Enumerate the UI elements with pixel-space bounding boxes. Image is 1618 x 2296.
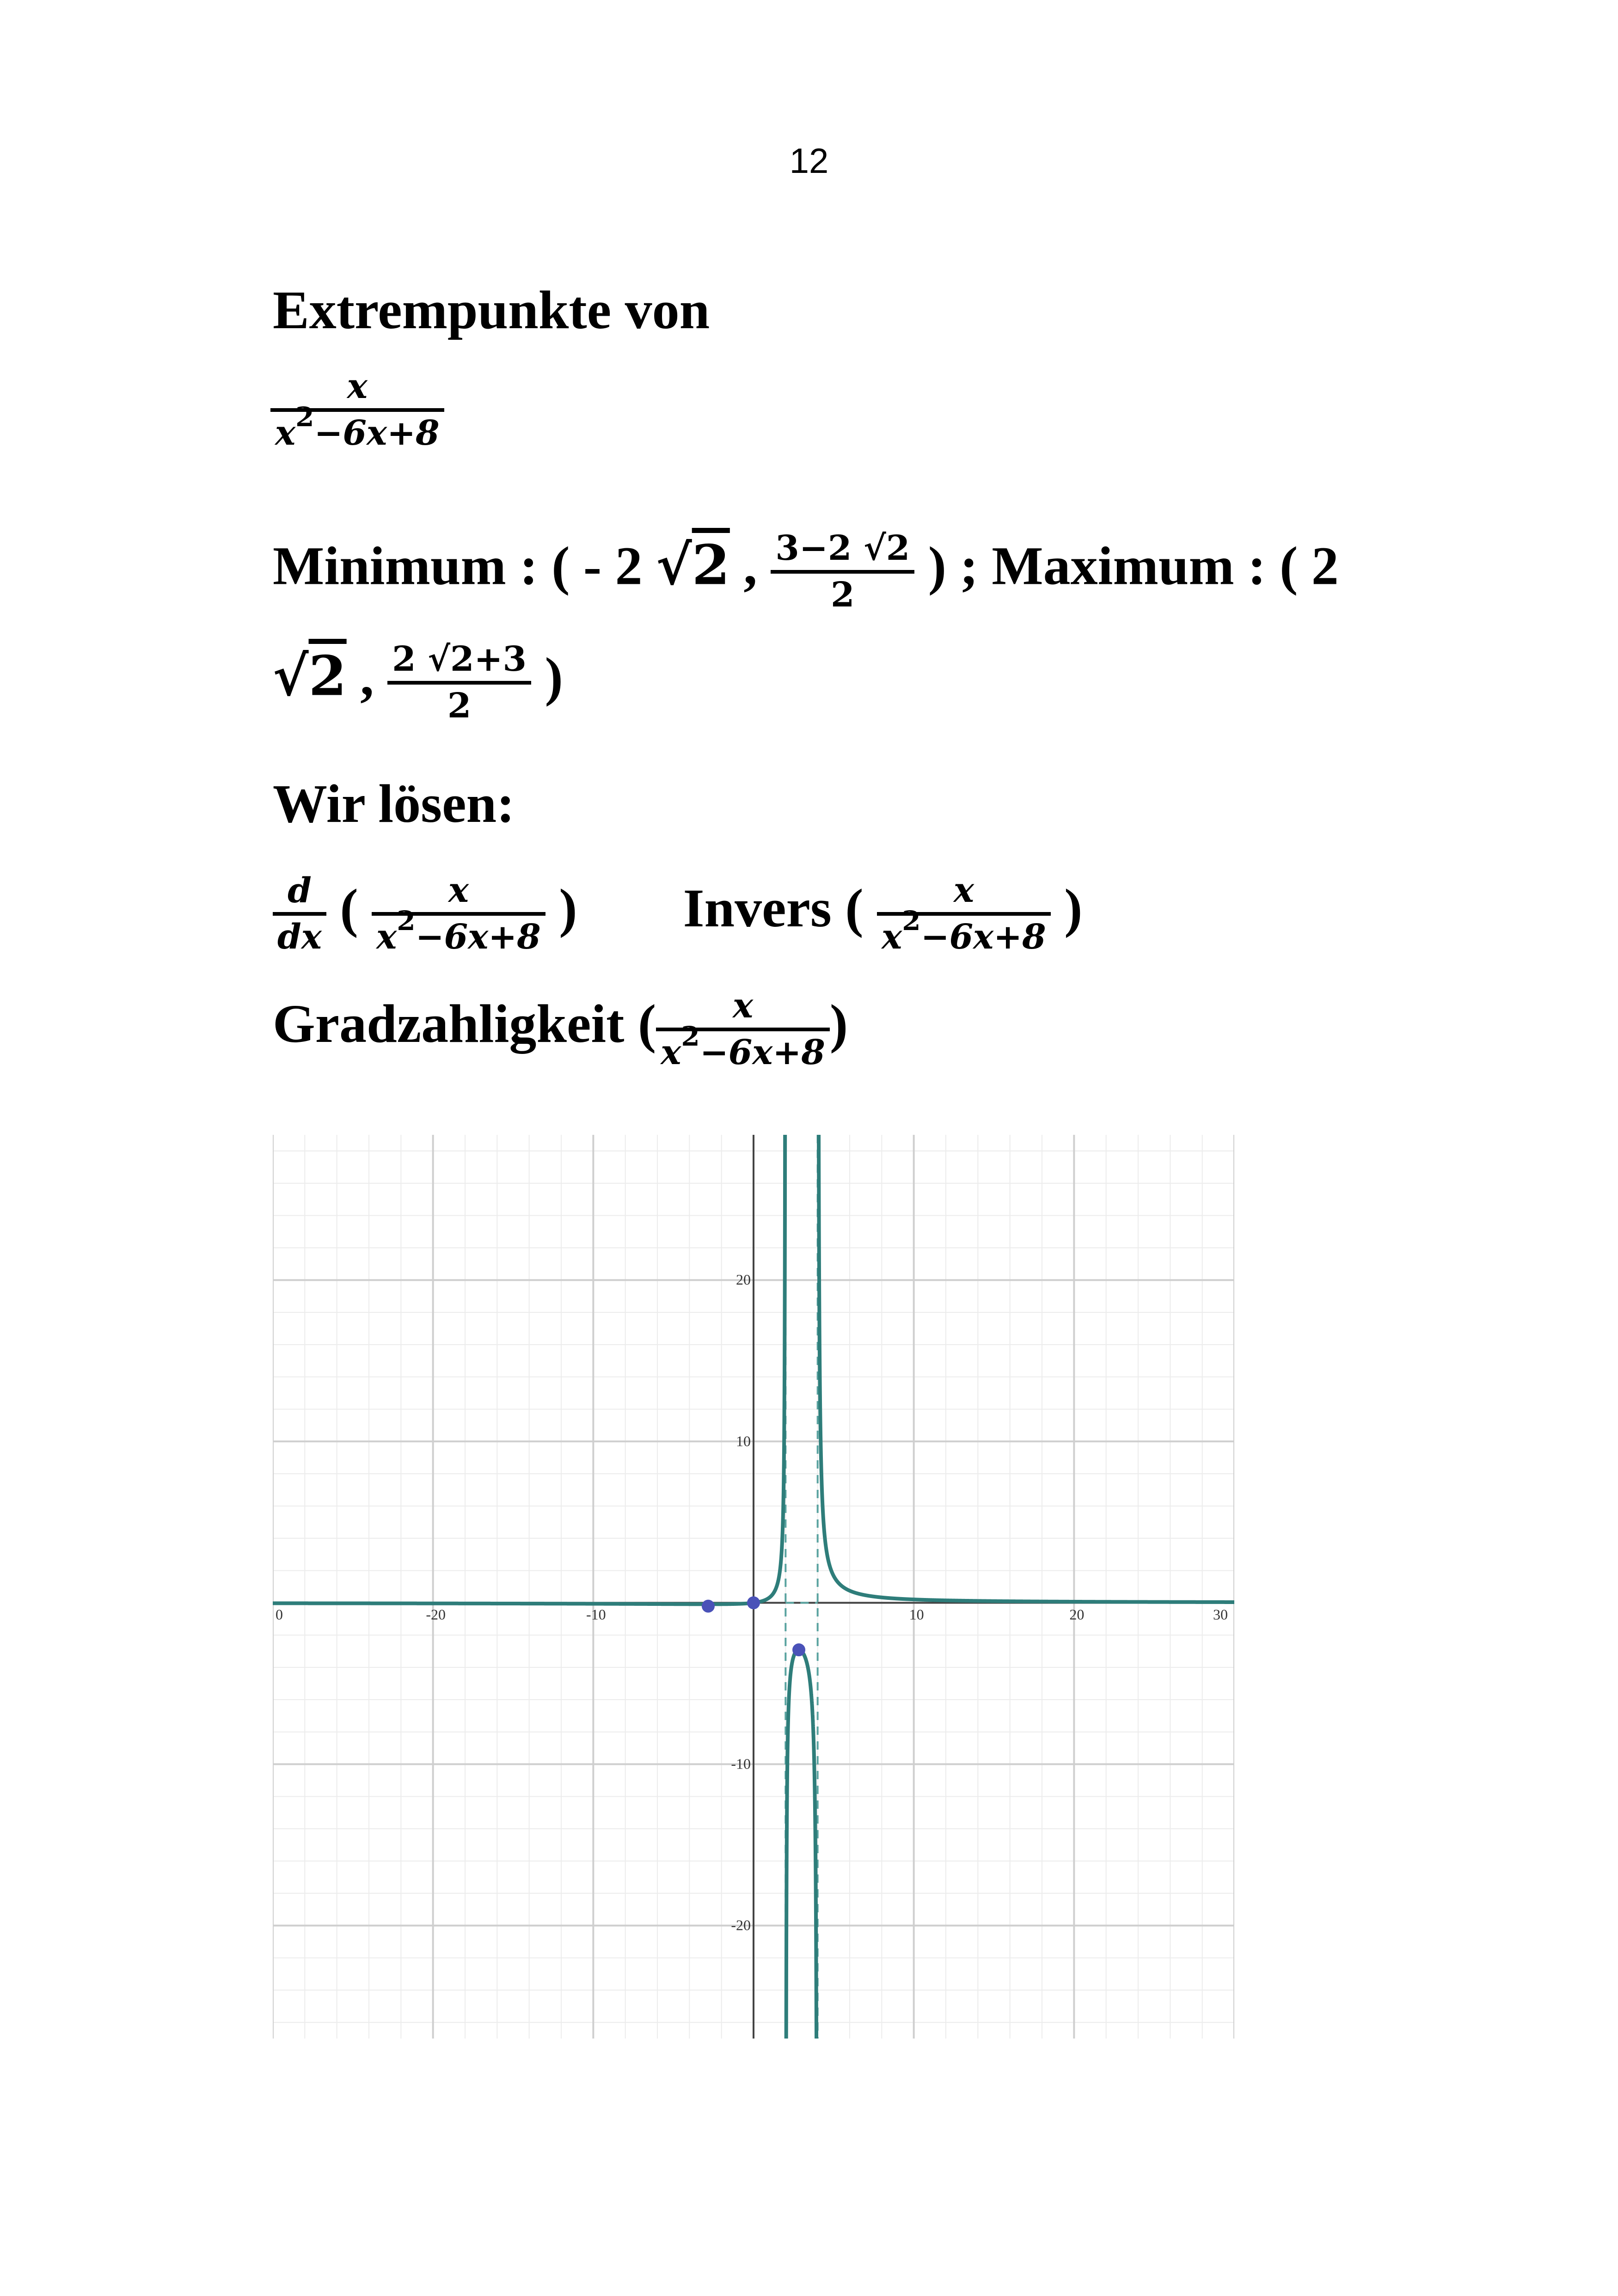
degree-label: Gradzahligkeit ( (273, 993, 656, 1054)
derivative-operator: $\frac{d}{dx}$ (273, 869, 326, 959)
title: Extrempunkte von (273, 280, 710, 340)
sqrt-symbol: √ (656, 533, 692, 597)
min-y-numerator: 3−2 √2 (771, 527, 914, 574)
derivative-inverse-line (273, 869, 1082, 959)
degree-line (273, 985, 848, 1074)
function-graph (273, 1135, 1234, 2039)
asymptotes (785, 1135, 817, 2039)
inverse-label: Invers ( (683, 878, 864, 939)
fraction-numerator: x (270, 365, 444, 412)
x-tick-label: 30 (1213, 1606, 1228, 1623)
derivative-fraction: $\frac{x}{x^2-6x+8}$ (372, 869, 545, 959)
den-x: x (275, 413, 296, 453)
y-tick-label: -20 (731, 1916, 751, 1934)
degree-close: ) (829, 993, 848, 1054)
solve-heading: Wir lösen: (273, 773, 515, 834)
close-paren: ) (531, 646, 563, 707)
marked-point (702, 1600, 715, 1613)
minimum-label: Minimum : ( - 2 (273, 535, 656, 596)
y-tick-label: 20 (736, 1271, 751, 1288)
extrema-line-1 (273, 527, 1339, 616)
den-rest: −6x+8 (314, 413, 440, 453)
sqrt-symbol-2: √ (273, 643, 309, 708)
extrema-line-2 (273, 638, 563, 727)
y-tick-label: 10 (736, 1433, 751, 1450)
page-number: 12 (789, 141, 829, 181)
den-exp: 2 (295, 401, 314, 433)
close-paren: ) (559, 878, 577, 939)
inverse-fraction: $\frac{x}{x^2-6x+8}$ (877, 869, 1051, 959)
open-paren: ( (340, 878, 358, 939)
axes (273, 1135, 1234, 2039)
comma-2: , (346, 646, 374, 707)
min-y-denominator: 2 (831, 575, 855, 615)
function-curve (818, 1135, 1234, 1602)
max-y-numerator: 2 √2+3 (387, 638, 531, 685)
x-tick-label: 20 (1069, 1606, 1085, 1623)
degree-fraction: $\frac{x}{x^2-6x+8}$ (656, 985, 830, 1074)
x-tick-label: 0 (276, 1606, 283, 1623)
max-y-denominator: 2 (447, 686, 472, 726)
maximum-label: ) ; Maximum : ( 2 (914, 535, 1339, 596)
x-tick-label: 10 (909, 1606, 924, 1623)
x-tick-label: -10 (586, 1606, 606, 1623)
min-y-fraction (771, 527, 914, 616)
inverse-close: ) (1064, 878, 1083, 939)
function-curve (785, 1650, 817, 2039)
sqrt-radicand: 2 (692, 533, 730, 597)
marked-point (792, 1643, 805, 1656)
y-tick-label: -10 (731, 1755, 751, 1772)
comma: , (729, 535, 757, 596)
marked-point (747, 1596, 760, 1609)
function-fraction (270, 365, 444, 455)
x-tick-label: -20 (426, 1606, 446, 1623)
sqrt-radicand-2: 2 (308, 643, 347, 708)
max-y-fraction (387, 638, 531, 727)
